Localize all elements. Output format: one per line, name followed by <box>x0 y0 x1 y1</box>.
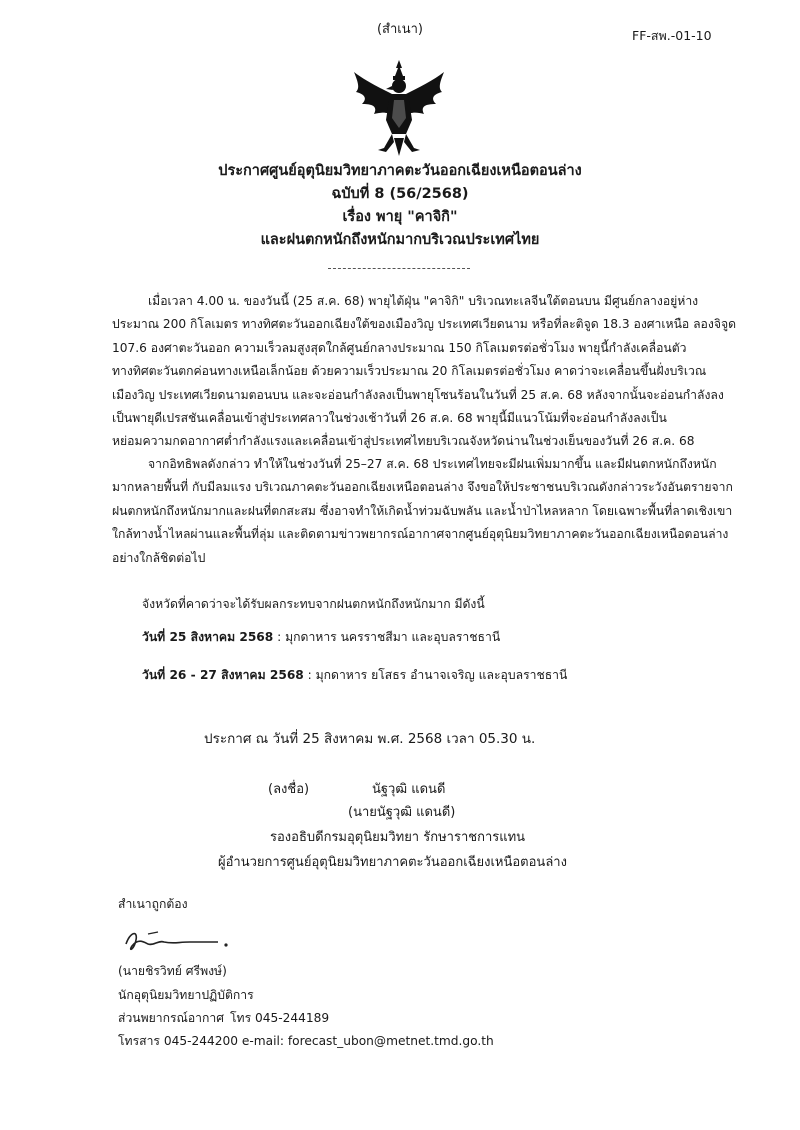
certifier-unit <box>118 1009 329 1028</box>
certifier-position: นักอุตุนิยมวิทยาปฏิบัติการ <box>118 988 254 1002</box>
certifier-fax-email: โทรสาร 045-244200 e-mail: forecast_ubon@metnet.tmd.go.th <box>118 1034 494 1048</box>
paragraph-storm-report <box>112 290 737 454</box>
paragraph-line: เมื่อเวลา 4.00 น. ของวันนี้ (25 ส.ค. 68) พายุไต้ฝุ่น "คาจิกิ" บริเวณทะเลจีนใต้ตอนบน มีศูนย์กลางอยู่ห่าง <box>148 294 699 308</box>
paragraph-line: ใกล้ทางน้ำไหลผ่านและพื้นที่ลุ่ม และติดตามข่าวพยากรณ์อากาศจากศูนย์อุตุนิยมวิทยาภาคตะวันออกเฉียงเหนือตอนล่าง <box>112 527 729 542</box>
paragraph-line: ฝนตกหนักถึงหนักมากและฝนที่ตกสะสม ซึ่งอาจทำให้เกิดน้ำท่วมฉับพลัน และน้ำป่าไหลหลาก โดยเฉพาะพื้นที่ลาดเชิงเขา <box>112 503 733 518</box>
announcement-date: ประกาศ ณ วันที่ 25 สิงหาคม พ.ศ. 2568 เวลา 05.30 น. <box>204 731 536 747</box>
paragraph-line: หย่อมความกดอากาศต่ำกำลังแรงและเคลื่อนเข้าสู่ประเทศไทยบริเวณจังหวัดน่านในช่วงเย็นของวันที่ 26 ส.ค. 68 <box>112 434 695 449</box>
title-line-1: ประกาศศูนย์อุตุนิยมวิทยาภาคตะวันออกเฉียงเหนือตอนล่าง <box>218 163 582 179</box>
affected-provinces-intro: จังหวัดที่คาดว่าจะได้รับผลกระทบจากฝนตกหนักถึงหนักมาก มีดังนี้ <box>142 597 485 611</box>
paragraph-line: ทางทิศตะวันตกค่อนทางเหนือเล็กน้อย ด้วยความเร็วประมาณ 20 กิโลเมตรต่อชั่วโมง คาดว่าจะเคลื่อนขึ้นฝั่งบริเวณ <box>112 364 707 379</box>
signatory-position-1: รองอธิบดีกรมอุตุนิยมวิทยา รักษาราชการแทน <box>270 830 526 845</box>
certifier-name: (นายชิรวิทย์ ศรีพงษ์) <box>118 964 227 978</box>
forecast-day-1-date: วันที่ 25 สิงหาคม 2568 <box>142 630 274 644</box>
paragraph-line: ประมาณ 200 กิโลเมตร ทางทิศตะวันออกเฉียงใต้ของเมืองวิญ ประเทศเวียดนาม หรือที่ละติจูด 18.3 องศาเหนือ ลองจิจูด <box>112 317 737 332</box>
paragraph-line: เมืองวิญ ประเทศเวียดนามตอนบน และจะอ่อนกำลังลงเป็นพายุโซนร้อนในวันที่ 25 ส.ค. 68 หลังจากนั้นจะอ่อนกำลังลง <box>112 387 724 402</box>
signature-name: นัฐวุฒิ แดนดี <box>372 782 446 797</box>
paragraph-impact-warning <box>112 453 733 570</box>
paragraph-line: จากอิทธิพลดังกล่าว ทำให้ในช่วงวันที่ 25–27 ส.ค. 68 ประเทศไทยจะมีฝนเพิ่มมากขึ้น และมีฝนตกหนักถึงหนัก <box>148 457 717 471</box>
title-line-4: และฝนตกหนักถึงหนักมากบริเวณประเทศไทย <box>260 232 540 248</box>
announcement-title <box>0 160 800 252</box>
forecast-day-1 <box>142 628 500 647</box>
title-line-2: ฉบับที่ 8 (56/2568) <box>331 186 469 202</box>
paragraph-line: มากหลายพื้นที่ กับมีลมแรง บริเวณภาคตะวันออกเฉียงเหนือตอนล่าง จึงขอให้ประชาชนบริเวณดังกล่าวระวังอันตรายจาก <box>112 480 733 495</box>
certifier-unit-name: ส่วนพยากรณ์อากาศ <box>118 1011 224 1025</box>
title-line-3: เรื่อง พายุ "คาจิกิ" <box>342 209 458 225</box>
forecast-day-2 <box>142 666 567 685</box>
handwritten-signature <box>118 922 238 962</box>
paragraph-line: อย่างใกล้ชิดต่อไป <box>112 550 206 565</box>
signatory-position-2: ผู้อำนวยการศูนย์อุตุนิยมวิทยาภาคตะวันออกเฉียงเหนือตอนล่าง <box>218 855 567 870</box>
paragraph-line: 107.6 องศาตะวันออก ความเร็วลมสูงสุดใกล้ศูนย์กลางประมาณ 150 กิโลเมตรต่อชั่วโมง พายุนี้กำลังเคลื่อนตัว <box>112 340 687 355</box>
copy-label: (สำเนา) <box>376 22 423 37</box>
garuda-emblem-icon <box>350 58 448 158</box>
forecast-day-2-provinces: : มุกดาหาร ยโสธร อำนาจเจริญ และอุบลราชธานี <box>303 668 568 682</box>
title-divider <box>328 268 470 269</box>
forecast-day-1-provinces: : มุกดาหาร นครราชสีมา และอุบลราชธานี <box>273 630 501 644</box>
paragraph-line: เป็นพายุดีเปรสชันเคลื่อนเข้าสู่ประเทศลาวในช่วงเช้าวันที่ 26 ส.ค. 68 พายุนี้มีแนวโน้มที่จะอ่อนกำลังลงเป็น <box>112 411 667 426</box>
signatory-printed-name: (นายนัฐวุฒิ แดนดี) <box>348 805 456 820</box>
forecast-day-2-date: วันที่ 26 - 27 สิงหาคม 2568 <box>142 668 304 682</box>
certified-copy-label: สำเนาถูกต้อง <box>118 897 188 911</box>
form-code: FF-สพ.-01-10 <box>632 28 712 43</box>
certifier-phone: โทร 045-244189 <box>230 1011 330 1025</box>
signature-label: (ลงชื่อ) <box>268 782 310 797</box>
